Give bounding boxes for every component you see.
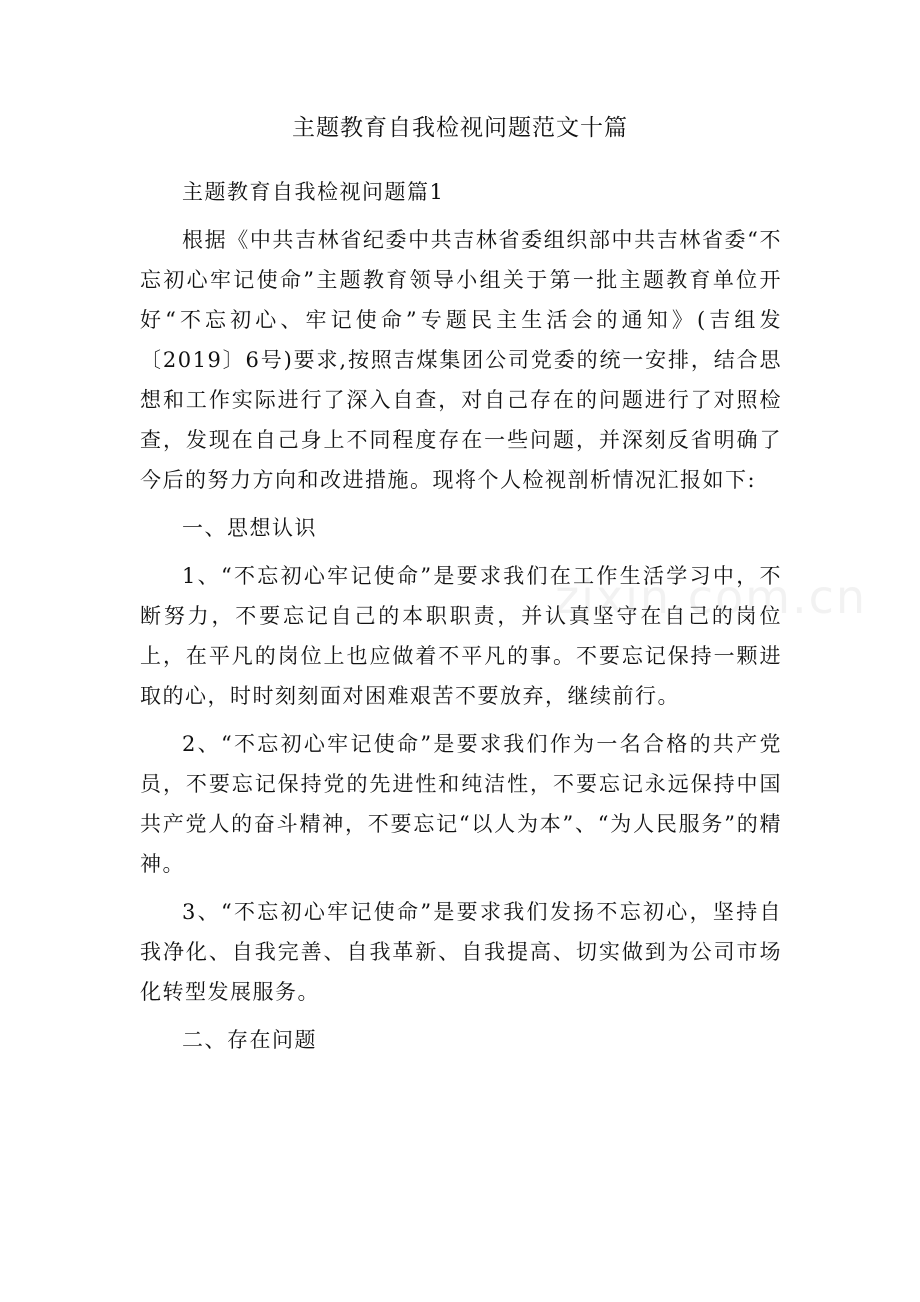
paragraph-heading-problems: 二、存在问题 <box>182 1028 317 1052</box>
paragraph-intro: 根据《中共吉林省纪委中共吉林省委组织部中共吉林省委“不忘初心牢记使命”主题教育领导小组关于第一批主题教育单位开好“不忘初心、牢记使命”专题民主生活会的通知》(吉组发〔2019〕6号)要求,按照吉煤集团公司党委的统一安排，结合思想和工作实际进行了深入自查，对自己存在的问题进行了对照检查，发现在自己身上不同程度存在一些问题，并深刻反省明确了今后的努力方向和改进措施。现将个人检视剖析情况汇报如下: <box>140 228 782 492</box>
paragraph-section-heading: 主题教育自我检视问题篇1 <box>182 180 445 204</box>
document-title: 主题教育自我检视问题范文十篇 <box>292 115 628 141</box>
paragraph-point-2: 2、“不忘初心牢记使命”是要求我们作为一名合格的共产党员，不要忘记保持党的先进性和纯洁性，不要忘记永远保持中国共产党人的奋斗精神，不要忘记“以人为本”、“为人民服务”的精神。 <box>140 732 782 876</box>
paragraph-point-1: 1、“不忘初心牢记使命”是要求我们在工作生活学习中，不断努力，不要忘记自己的本职职责，并认真坚守在自己的岗位上，在平凡的岗位上也应做着不平凡的事。不要忘记保持一颗进取的心，时时刻刻面对困难艰苦不要放弃，继续前行。 <box>140 564 782 708</box>
paragraph-heading-thought: 一、思想认识 <box>182 516 317 540</box>
document-body <box>140 172 782 1068</box>
watermark: zixin.com.cn <box>555 570 868 624</box>
paragraph-point-3: 3、“不忘初心牢记使命”是要求我们发扬不忘初心，坚持自我净化、自我完善、自我革新、自我提高、切实做到为公司市场化转型发展服务。 <box>140 900 782 1004</box>
